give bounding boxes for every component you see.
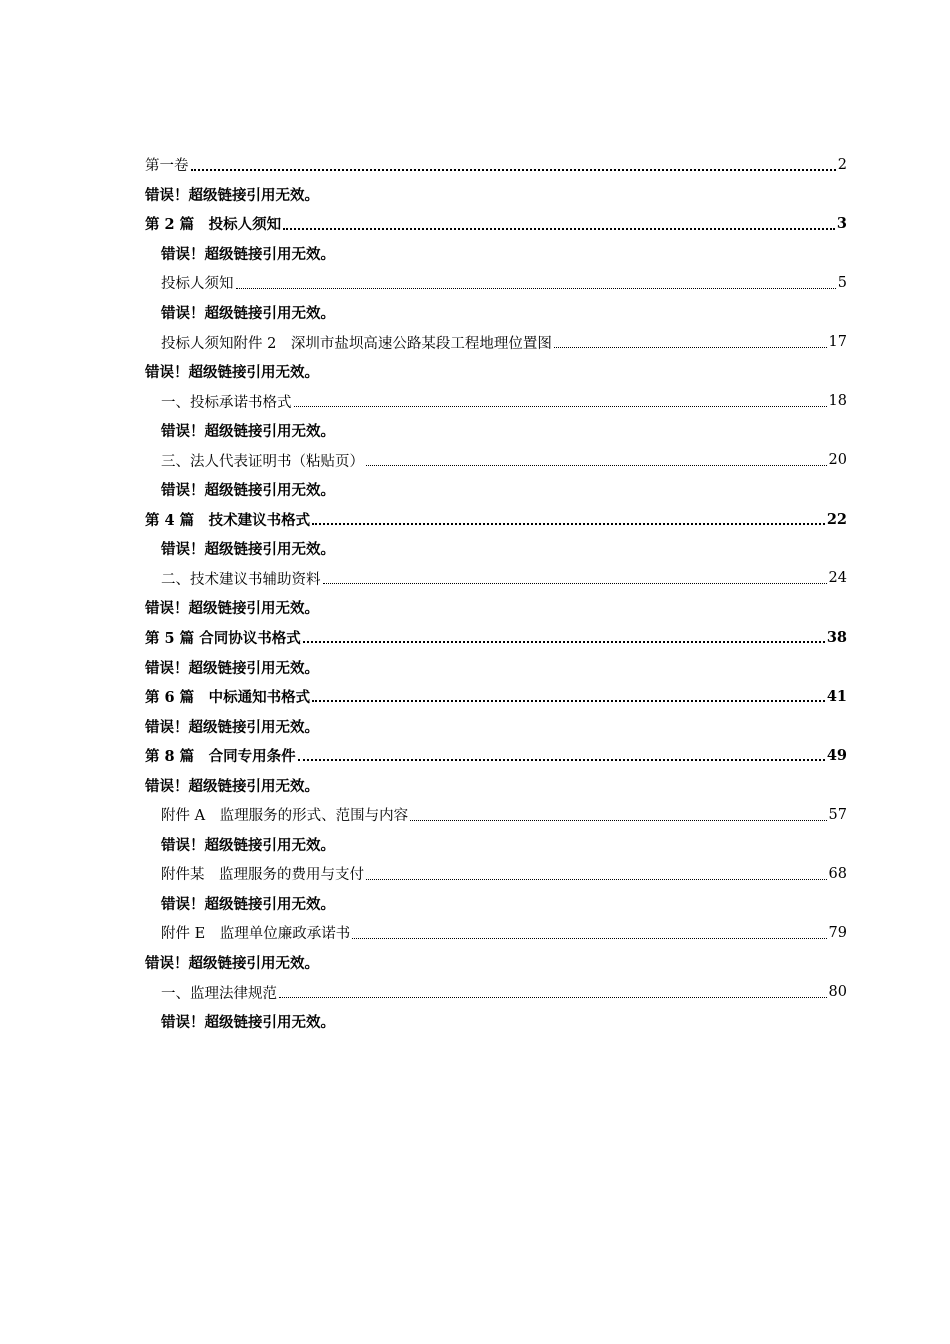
table-of-contents — [145, 150, 847, 1036]
toc-link-error — [145, 416, 847, 446]
toc-page-number: 22 — [826, 510, 847, 528]
toc-page-number: 18 — [828, 393, 847, 410]
toc-dot-leader — [301, 623, 827, 653]
toc-entry[interactable] — [145, 800, 847, 830]
toc-entry-title: 第 6 篇 中标通知书格式 — [145, 689, 311, 707]
toc-page-number: 24 — [828, 570, 847, 587]
toc-entry-title: 附件 E 监理单位廉政承诺书 — [161, 926, 351, 943]
toc-dot-leader — [292, 386, 829, 416]
toc-entry[interactable] — [145, 682, 847, 712]
toc-entry[interactable] — [145, 977, 847, 1007]
toc-dot-leader — [310, 682, 827, 712]
toc-entry[interactable] — [145, 918, 847, 948]
toc-entry-title: 三、法人代表证明书（粘贴页） — [161, 453, 364, 470]
toc-entry[interactable] — [145, 741, 847, 771]
toc-entry[interactable] — [145, 564, 847, 594]
toc-entry[interactable] — [145, 386, 847, 416]
toc-entry[interactable] — [145, 209, 847, 239]
toc-entry[interactable] — [145, 623, 847, 653]
toc-page-number: 80 — [828, 984, 847, 1001]
toc-page-number: 17 — [828, 334, 847, 351]
toc-error-text: 错误！超级链接引用无效。 — [161, 1015, 335, 1032]
toc-entry[interactable] — [145, 268, 847, 298]
toc-entry-title: 二、技术建议书辅助资料 — [161, 571, 321, 588]
toc-page-number: 57 — [828, 806, 847, 823]
toc-page-number: 5 — [837, 274, 847, 291]
toc-link-error — [145, 770, 847, 800]
toc-page-number: 38 — [826, 629, 847, 647]
toc-page-number: 3 — [836, 215, 847, 233]
toc-page-number: 79 — [828, 924, 847, 941]
toc-link-error — [145, 711, 847, 741]
toc-page-number: 41 — [826, 688, 847, 706]
toc-dot-leader — [310, 505, 827, 535]
toc-error-text: 错误！超级链接引用无效。 — [161, 837, 335, 854]
toc-entry-title: 投标人须知 — [161, 276, 234, 293]
toc-error-text: 错误！超级链接引用无效。 — [161, 246, 335, 263]
toc-entry[interactable] — [145, 859, 847, 889]
toc-link-error — [145, 830, 847, 860]
toc-dot-leader — [364, 859, 829, 889]
toc-link-error — [145, 357, 847, 387]
toc-error-text: 错误！超级链接引用无效。 — [145, 365, 319, 382]
toc-entry-title: 一、投标承诺书格式 — [161, 394, 292, 411]
toc-error-text: 错误！超级链接引用无效。 — [145, 660, 319, 677]
toc-error-text: 错误！超级链接引用无效。 — [145, 956, 319, 973]
toc-dot-leader — [281, 209, 837, 239]
toc-error-text: 错误！超级链接引用无效。 — [145, 719, 319, 736]
toc-link-error — [145, 889, 847, 919]
toc-dot-leader — [321, 564, 829, 594]
toc-entry-title: 附件 A 监理服务的形式、范围与内容 — [161, 808, 409, 825]
toc-link-error — [145, 298, 847, 328]
toc-error-text: 错误！超级链接引用无效。 — [161, 306, 335, 322]
toc-dot-leader — [364, 445, 829, 475]
toc-page-number: 49 — [826, 747, 847, 765]
toc-link-error — [145, 652, 847, 682]
toc-page-number: 68 — [828, 865, 847, 882]
toc-error-text: 错误！超级链接引用无效。 — [145, 601, 319, 618]
toc-error-text: 错误！超级链接引用无效。 — [161, 483, 335, 500]
toc-link-error — [145, 239, 847, 269]
toc-page-number: 20 — [828, 452, 847, 469]
toc-error-text: 错误！超级链接引用无效。 — [145, 778, 319, 795]
toc-entry-title: 第 5 篇 合同协议书格式 — [145, 630, 301, 648]
toc-dot-leader — [277, 977, 829, 1007]
toc-entry[interactable] — [145, 150, 847, 180]
toc-entry[interactable] — [145, 445, 847, 475]
toc-link-error — [145, 948, 847, 978]
toc-dot-leader — [189, 150, 838, 180]
toc-entry-title: 附件某 监理服务的费用与支付 — [161, 867, 364, 884]
toc-error-text: 错误！超级链接引用无效。 — [161, 542, 335, 559]
toc-entry[interactable] — [145, 327, 847, 357]
toc-entry-title: 投标人须知附件 2 深圳市盐坝高速公路某段工程地理位置图 — [161, 335, 552, 352]
toc-link-error — [145, 475, 847, 505]
toc-error-text: 错误！超级链接引用无效。 — [161, 896, 335, 913]
toc-dot-leader — [296, 741, 827, 771]
toc-link-error — [145, 1007, 847, 1037]
toc-entry-title: 第 4 篇 技术建议书格式 — [145, 511, 311, 529]
toc-dot-leader — [408, 800, 828, 830]
toc-entry-title: 第 8 篇 合同专用条件 — [145, 748, 296, 766]
toc-entry-title: 第一卷 — [145, 158, 189, 175]
toc-entry-title: 第 2 篇 投标人须知 — [145, 216, 282, 234]
toc-dot-leader — [552, 327, 829, 357]
toc-error-text: 错误！超级链接引用无效。 — [161, 424, 335, 441]
toc-entry[interactable] — [145, 505, 847, 535]
toc-dot-leader — [350, 918, 828, 948]
toc-link-error — [145, 593, 847, 623]
toc-error-text: 错误！超级链接引用无效。 — [145, 187, 319, 204]
toc-link-error — [145, 180, 847, 210]
toc-dot-leader — [234, 268, 838, 298]
toc-entry-title: 一、监理法律规范 — [161, 985, 277, 1002]
toc-page-number: 2 — [837, 156, 847, 173]
toc-link-error — [145, 534, 847, 564]
